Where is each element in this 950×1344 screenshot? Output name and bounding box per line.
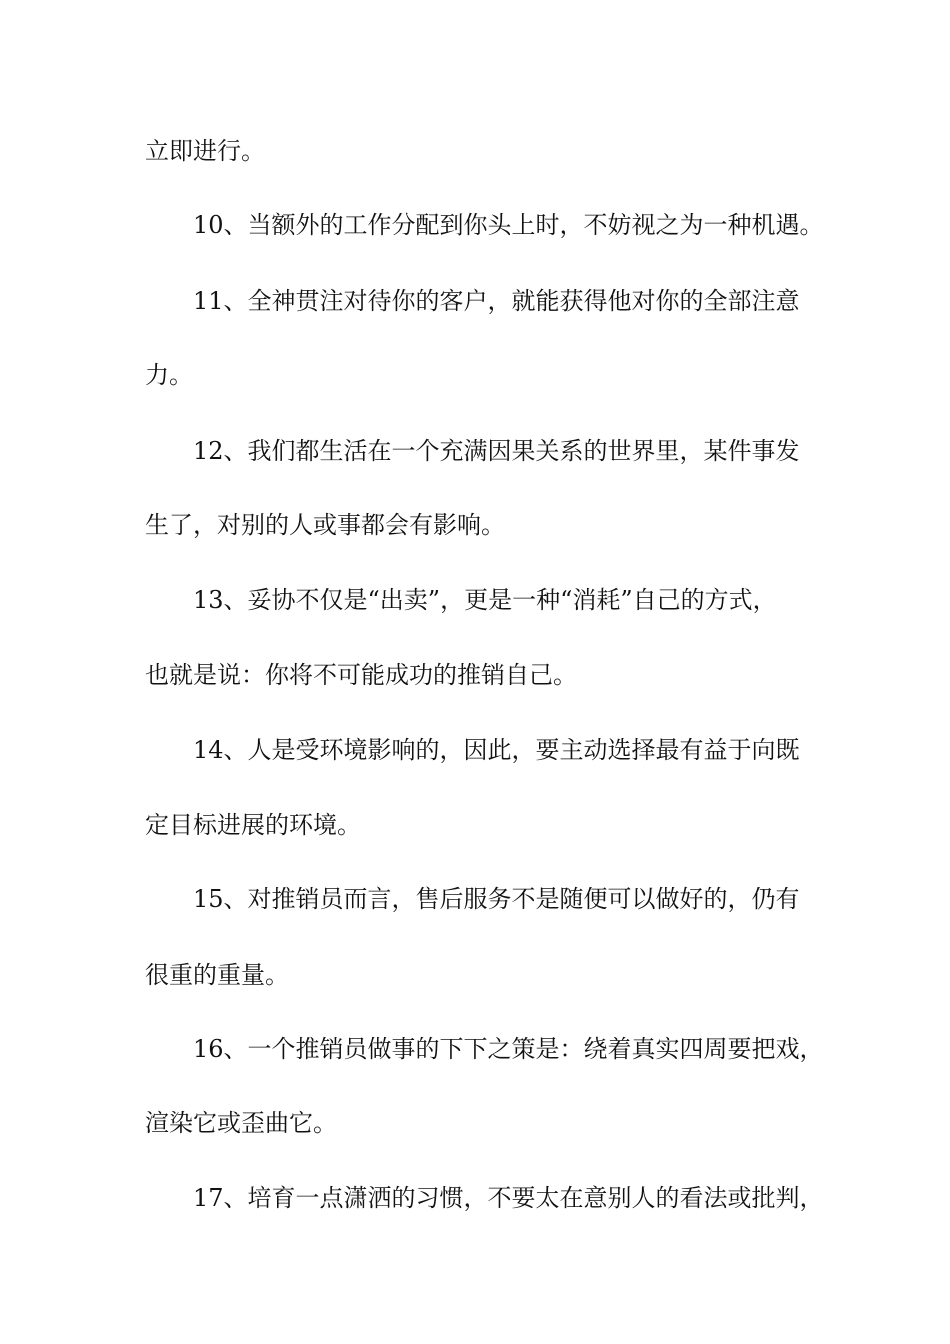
text-line-7: 13、妥协不仅是“出卖”，更是一种“消耗”自己的方式， [193,586,777,614]
text-line-8: 也就是说：你将不可能成功的推销自己。 [145,661,577,689]
text-line-9: 14、人是受环境影响的，因此，要主动选择最有益于向既 [193,736,800,764]
text-line-15: 17、培育一点潇洒的习惯，不要太在意别人的看法或批判， [193,1184,824,1212]
text-line-10: 定目标进展的环境。 [145,811,361,839]
text-line-12: 很重的重量。 [145,961,289,989]
text-line-14: 渲染它或歪曲它。 [145,1109,337,1137]
text-line-2: 10、当额外的工作分配到你头上时，不妨视之为一种机遇。 [193,211,824,239]
text-line-1: 立即进行。 [145,137,265,165]
text-line-4: 力。 [145,361,193,389]
text-line-11: 15、对推销员而言，售后服务不是随便可以做好的，仍有 [193,885,800,913]
text-line-6: 生了，对别的人或事都会有影响。 [145,511,505,539]
text-line-13: 16、一个推销员做事的下下之策是：绕着真实四周要把戏， [193,1035,824,1063]
text-line-5: 12、我们都生活在一个充满因果关系的世界里，某件事发 [193,437,800,465]
text-line-3: 11、全神贯注对待你的客户，就能获得他对你的全部注意 [193,287,800,315]
